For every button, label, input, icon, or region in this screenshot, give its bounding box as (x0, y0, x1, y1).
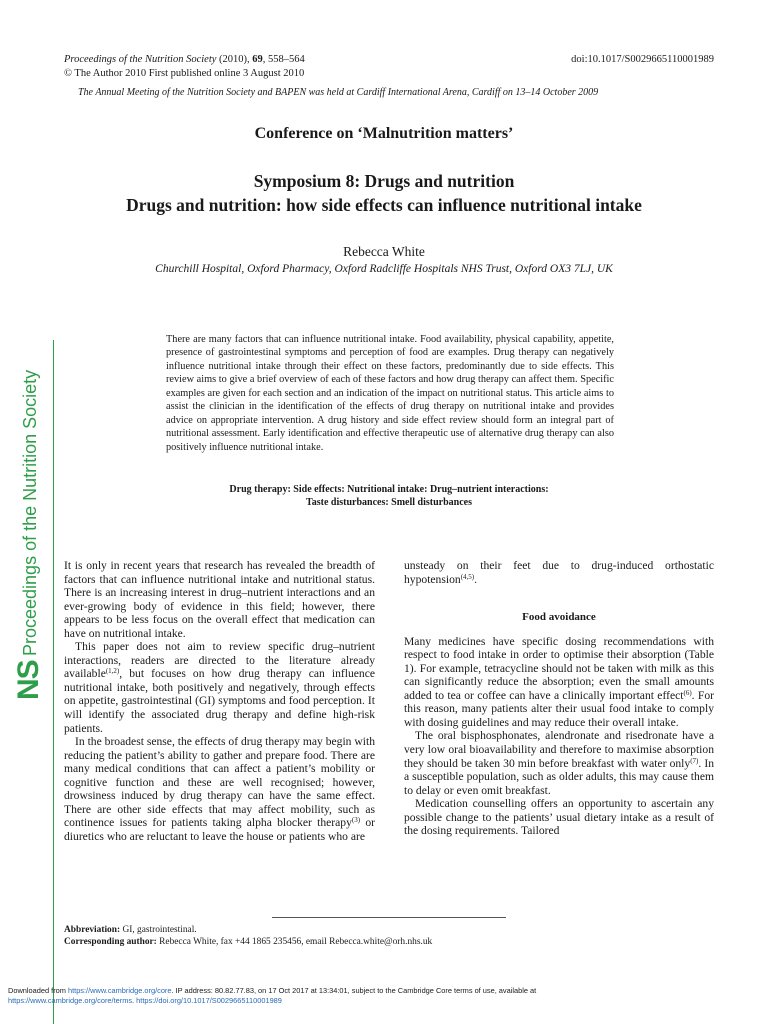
doi-link[interactable]: https://doi.org/10.1017/S0029665110001989 (136, 996, 282, 1005)
paragraph: unsteady on their feet due to drug-induced orthostatic hypotension$^{(4,5)}$. (404, 559, 714, 586)
journal-volume: 69 (252, 54, 263, 65)
keywords-line-1: Drug therapy: Side effects: Nutritional intake: Drug–nutrient interactions: (229, 484, 549, 495)
citation[interactable]: (3) (351, 816, 361, 825)
footnotes (64, 924, 432, 948)
cambridge-core-link[interactable]: https://www.cambridge.org/core (67, 986, 172, 995)
sidebar-rule (53, 340, 54, 1024)
journal-pages: , 558–564 (262, 54, 305, 65)
footnote-rule (272, 917, 506, 918)
journal-name: Proceedings of the Nutrition Society (64, 54, 217, 65)
abstract: There are many factors that can influence nutritional intake. Food availability, physical capability, appetite, presence of gastrointestinal symptoms and perception of food are examples. Drug therapy can negatively influence nutritional intake through their effect on these factors, predominantly due to side effects. This review aims to give a brief overview of each of these factors and how drug therapy can affect them. Specific examples are given for each section and an indication of the impact on nutritional status. This article aims to assist the clinician in the identification of the effects of drug therapy on nutritional intake and provides advice on appropriate intervention. A drug history and side effect review should form an integral part of nutritional assessment. Early identification and effective therapeutic use of alternative drug therapy can also positively influence nutritional intake. (166, 334, 614, 453)
paragraph: This paper does not aim to review specific drug–nutrient interactions, readers are directed to the literature already available$^{(1,2)}$, but focuses on how drug therapy can influence nutritional intake, both positively and negatively, through effects on appetite, gastrointestinal (GI) symptoms and food perception. It will identify the associated drug therapy and define high-risk patients. (64, 640, 375, 735)
copyright-line: © The Author 2010 First published online 3 August 2010 (64, 68, 305, 79)
symposium-title: Symposium 8: Drugs and nutrition (253, 171, 515, 191)
keywords-line-2: Taste disturbances: Smell disturbances (305, 497, 473, 508)
doi[interactable]: doi:10.1017/S0029665110001989 (571, 54, 714, 65)
journal-year: (2010), (216, 54, 253, 65)
section-heading: Food avoidance (522, 611, 596, 624)
author-affiliation: Churchill Hospital, Oxford Pharmacy, Oxford Radcliffe Hospitals NHS Trust, Oxford OX3 7LJ, UK (155, 263, 613, 275)
abbreviation-note: Abbreviation: GI, gastrointestinal. (64, 925, 197, 935)
paragraph: The oral bisphosphonates, alendronate and risedronate have a very low oral bioavailability and therefore to maximise absorption they should be taken 30 min before breakfast with water only$^{(7)}$. In a susceptible population, such as older adults, this may cause them to delay or even omit breakfast. (404, 729, 714, 797)
sidebar-journal-name: Proceedings of the Nutrition Society (20, 369, 40, 656)
paragraph: It is only in recent years that research has revealed the breadth of factors that can influence nutritional intake and nutritional status. There is an increasing interest in drug–nutrient interactions and an ever-growing body of evidence in this field; however, there appears to be less focus on the overall effect that medication can have on nutritional intake. (64, 559, 375, 640)
citation[interactable]: (6) (683, 688, 692, 697)
citation[interactable]: (7) (690, 756, 699, 765)
download-notice: Downloaded from https://www.cambridge.org/core. IP address: 80.82.77.83, on 17 Oct 2017 at 13:34:01, subject to the Cambridge Core terms of use, available at https://www.cambridge.org/core/terms. https://doi.org/10.1017/S0029665110001989 (8, 986, 537, 1005)
corresponding-author-note: Corresponding author: Rebecca White, fax +44 1865 235456, email Rebecca.white@orh.nhs.uk (64, 937, 433, 947)
paper-title: Drugs and nutrition: how side effects can influence nutritional intake (126, 195, 642, 215)
ns-logo: NS (12, 660, 45, 700)
author-name: Rebecca White (343, 244, 425, 259)
sidebar-journal (10, 330, 50, 700)
paragraph: Medication counselling offers an opportunity to ascertain any possible change to the patients’ usual dietary intake as a result of the dosing requirements. Tailored (404, 797, 714, 838)
left-column (64, 559, 375, 843)
terms-link[interactable]: https://www.cambridge.org/core/terms (8, 996, 133, 1005)
citation[interactable]: (4,5) (460, 572, 475, 581)
paragraph: In the broadest sense, the effects of drug therapy may begin with reducing the patient’s ability to gather and prepare food. There are many medical conditions that can affect a patient’s mobility or cognitive function and these are well recognised; however, drowsiness induced by drug therapy can have the same effect. There are other side effects that may affect mobility, such as continence issues for patients taking alpha blocker therapy$^{(3)}$ or diuretics who are reluctant to leave the house or patients who are (64, 735, 375, 843)
right-column (404, 559, 714, 838)
citation[interactable]: (1,2) (105, 667, 120, 676)
meeting-note: The Annual Meeting of the Nutrition Society and BAPEN was held at Cardiff International Arena, Cardiff on 13–14 October 2009 (78, 87, 599, 98)
paragraph: Many medicines have specific dosing recommendations with respect to food intake in order to optimise their absorption (Table 1). For example, tetracycline should not be taken with milk as this can significantly reduce the absorption; even the small amounts added to tea or coffee can have a clinically important effect$^{(6)}$. For this reason, many patients alter their usual food intake to comply with dosing guidelines and may reduce their overall intake. (404, 634, 714, 729)
conference-title: Conference on ‘Malnutrition matters’ (254, 125, 514, 142)
